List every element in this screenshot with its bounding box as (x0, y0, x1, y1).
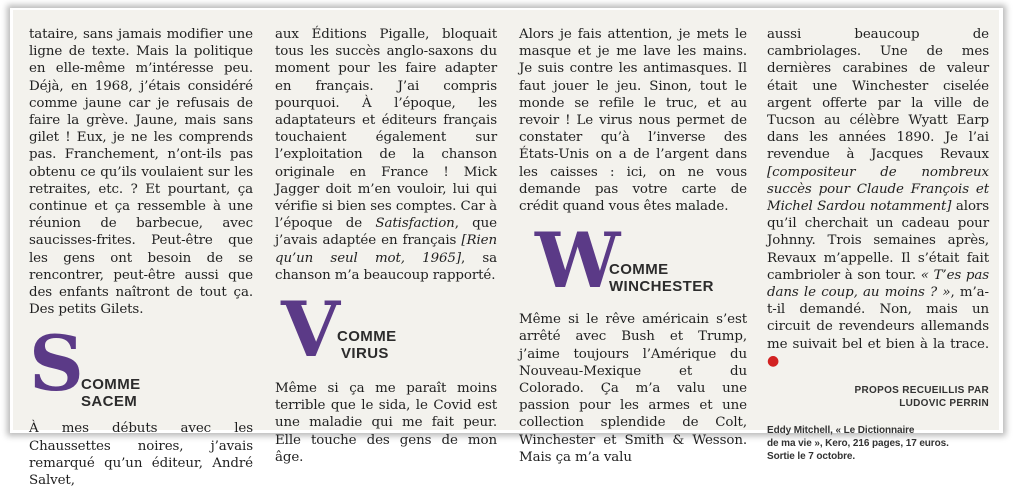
text-run: alors qu’il cherchait un cadeau pour Johnny. Trois semaines après, Revaux m’appelle. Il s’était fait cambrioler à son tour. (767, 199, 989, 283)
paragraph: Même si ça me paraît moins terrible que le sida, le Covid est une maladie qui me fait peur. Elle touche des gens de mon âge. (275, 381, 497, 465)
newspaper-clipping (13, 10, 999, 489)
paragraph: tataire, sans jamais modifier une ligne de texte. Mais la politique en elle-même m’intéresse peu. Déjà, en 1968, j’étais considéré comme jaune car je refusais de faire la grève. Jaune, mais sans gilet ! Eux, je ne les comprends pas. Franchement, n’ont-ils pas obtenu ce qu’ils voulaient sur les retraites, etc. ? Et pourtant, ça continue et ça ressemble à une réunion de barbecue, avec saucisses-frites. Peut-être que les gens ont besoin de se rencontrer, peut-être aussi que des enfants naîtront de tout ça. Des petits Gilets. (29, 27, 253, 318)
italic-quote: « T’es pas dans le coup, au moins ? » (767, 267, 989, 301)
column-4 (767, 26, 989, 463)
column-2 (275, 26, 497, 466)
text-run: aux Éditions Pigalle, bloquait tous les succès anglo-saxons du moment pour les faire adapter en français. J’ai compris pourquoi. À l’époque, les adaptateurs et éditeurs français touchaient également sur l’exploitation de la chanson originale en France ! Mick Jagger doit m’en vouloir, lui qui vérifie si bien ses comptes. Car à l’époque de (275, 27, 497, 232)
heading-comme: COMME (337, 328, 397, 346)
heading-comme: COMME (81, 376, 141, 394)
drop-letter-s: S (29, 319, 84, 409)
book-line: Sortie le 7 octobre. (767, 451, 856, 463)
text-run: aussi beaucoup de cambriolages. Une de mes dernières carabines de valeur était une Winchester ciselée argent offerte par la ville de Tucson au célèbre Wyatt Earp dans les années 1890. Je l’ai revendue à Jacques Revaux (767, 27, 989, 163)
end-mark-dot: ● (767, 352, 780, 369)
paragraph: Alors je fais attention, je mets le masque et je me lave les mains. Je suis contre les antimasques. Il faut jouer le jeu. Sinon, tout le monde se refile le truc, et au revoir ! Le virus nous permet de constater qu’à l’inverse des États-Unis on a de l’argent dans les caisses : ici, on ne vous demande pas votre carte de crédit quand vous êtes malade. (519, 27, 747, 215)
column-1 (29, 26, 253, 489)
book-reference (767, 424, 989, 463)
italic-aside: [compositeur de nombreux succès pour Claude François et Michel Sardou notamment] (767, 164, 989, 215)
section-heading-w (519, 216, 747, 306)
heading-virus: VIRUS (341, 345, 389, 363)
section-heading-v (275, 285, 497, 375)
heading-comme: COMME (609, 261, 669, 279)
interview-credit (767, 384, 989, 410)
heading-winchester: WINCHESTER (609, 278, 714, 296)
text-run: , que j’avais adaptée en français (275, 216, 498, 249)
book-line: de ma vie », Kero, 216 pages, 17 euros. (767, 438, 949, 450)
section-heading-s (29, 319, 253, 414)
paragraph (275, 26, 497, 284)
paragraph: À mes débuts avec les Chaussettes noires, j’avais remarqué qu’un éditeur, André Salvet, (29, 421, 253, 489)
credit-line: PROPOS RECUEILLIS PAR (854, 385, 989, 397)
paragraph (767, 26, 989, 370)
drop-letter-w: W (535, 216, 621, 306)
book-line: Eddy Mitchell, « Le Dictionnaire (767, 425, 915, 437)
italic-title: Satisfaction (375, 216, 455, 232)
italic-title: [Rien qu’un seul mot, 1965] (275, 233, 497, 266)
heading-sacem: SACEM (81, 393, 138, 411)
text-run: , m’a-t-il demandé. Non, mais un circuit de revendeurs allemands me suivait bel et bien à la trace. (767, 285, 989, 352)
credit-author: LUDOVIC PERRIN (899, 398, 989, 410)
paragraph: Même si le rêve américain s’est arrêté avec Bush et Trump, j’aime toujours l’Amérique du Nouveau-Mexique et du Colorado. Ça m’a valu une passion pour les armes et une collection splendide de Colt, Winchester et Smith & Wesson. Mais ça m’a valu (519, 312, 747, 465)
drop-letter-v: V (281, 285, 340, 375)
column-3 (519, 26, 747, 466)
text-run: , sa chanson m’a beaucoup rapporté. (275, 250, 497, 283)
